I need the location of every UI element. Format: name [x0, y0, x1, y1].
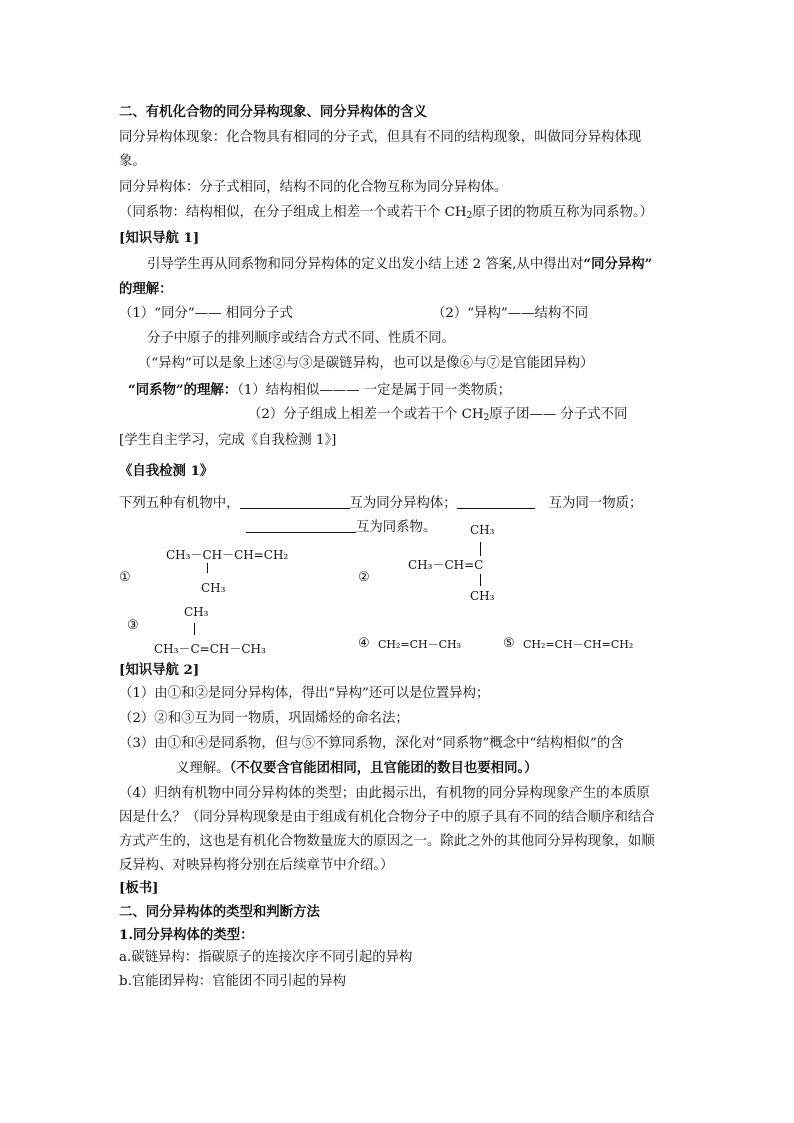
list-item: b.官能团异构：官能团不同引起的异构 [119, 974, 347, 989]
note-line: 反异构、对映异构将分别在后续章节中介绍。） [119, 858, 394, 873]
subsection-heading: 1.同分异构体的类型： [119, 927, 254, 943]
molecule-3-label: ③ [127, 618, 139, 633]
paragraph-line: 引导学生再从同系物和同分异构体的定义出发小结上述 2 答案,从中得出对“同分异构” [147, 256, 653, 272]
note-line: （2）②和③互为同一物质，巩固烯烃的命名法； [119, 711, 409, 726]
board-label: [板书] [119, 880, 159, 896]
bond-line [207, 563, 208, 573]
list-item: a.碳链异构：指碳原子的连接次序不同引起的异构 [119, 950, 413, 965]
note-line: 义理解。（不仅要含官能团相同，且官能团的数目也要相同。） [176, 760, 538, 776]
note-line: 方式产生的，这也是有机化合物数量庞大的原因之一。除此之外的其他同分异构现象，如顺 [119, 834, 655, 849]
section-heading-1: 二、有机化合物的同分异构现象、同分异构体的含义 [119, 104, 427, 120]
section-heading-2: 二、同分异构体的类型和判断方法 [119, 904, 320, 920]
paragraph-line: （2）分子组成上相差一个或若干个 $CH_2$原子团—— 分子式不同 [248, 407, 628, 423]
note-line: （4）归纳有机物中同分异构体的类型；由此揭示出，有机物的同分异构现象产生的本质原 [119, 786, 650, 801]
molecule-2-top: CH₃ [470, 523, 495, 537]
paragraph-line: （“异构”可以是象上述②与③是碳链异构，也可以是像⑥与⑦是官能团异构） [138, 356, 594, 371]
molecule-5-formula: CH₂=CH－CH=CH₂ [523, 638, 634, 651]
answer-blank-homologs[interactable] [246, 518, 356, 533]
paragraph-line: 的理解： [119, 281, 173, 297]
answer-blank-isomers[interactable] [240, 494, 350, 509]
molecule-2-formula: CH₃－CH=C [408, 558, 484, 572]
molecule-1-branch: CH₃ [201, 581, 226, 595]
molecule-4-label: ④ [358, 636, 370, 651]
molecule-3-top: CH₃ [184, 605, 209, 619]
molecule-3-formula: CH₃－C=CH－CH₃ [154, 642, 266, 656]
paragraph-line: （2）“异构”——结构不同 [432, 306, 589, 321]
note-line: 因是什么？（同分异构现象是由于组成有机化合物分子中的原子具有不同的结合顺序和结合 [119, 810, 655, 825]
molecule-4-formula: CH₂=CH－CH₃ [378, 638, 462, 651]
knowledge-nav-2: [知识导航 2] [119, 662, 200, 678]
paragraph-line: （同系物：结构相似，在分子组成上相差一个或若干个 $CH_2$原子团的物质互称为同系物。） [119, 205, 654, 221]
paragraph-line: “同系物”的理解：（1）结构相似——— 一定是属于同一类物质； [128, 382, 512, 398]
paragraph-line: 同分异构体：分子式相同，结构不同的化合物互称为同分异构体。 [119, 180, 508, 195]
bond-line [194, 623, 195, 635]
bond-line [480, 542, 481, 556]
note-line: （1）由①和②是同分异构体，得出“异构”还可以是位置异构； [119, 686, 490, 701]
molecule-5-label: ⑤ [503, 636, 515, 651]
paragraph-line: [学生自主学习，完成《自我检测 1》] [119, 433, 337, 448]
paragraph-line: 同分异构体现象：化合物具有相同的分子式，但具有不同的结构现象，叫做同分异构体现 [119, 130, 642, 145]
paragraph-line: （1）“同分”—— 相同分子式 [119, 306, 293, 321]
question-line: 互为同系物。 [246, 518, 436, 538]
molecule-1-formula: CH₃－CH－CH=CH₂ [166, 548, 289, 562]
molecule-2-bottom: CH₃ [470, 589, 495, 603]
question-line: 下列五种有机物中， 互为同分异构体； 互为同一物质； [119, 496, 643, 511]
knowledge-nav-1: [知识导航 1] [119, 230, 200, 246]
note-line: （3）由①和④是同系物，但与⑤不算同系物，深化对“同系物”概念中“结构相似”的含 [119, 736, 624, 751]
paragraph-line: 分子中原子的排列顺序或结合方式不同、性质不同。 [147, 331, 455, 346]
molecule-1-label: ① [119, 570, 131, 585]
bond-line [480, 574, 481, 586]
molecule-2-label: ② [358, 570, 370, 585]
paragraph-line: 象。 [119, 154, 146, 169]
section-heading-self-test: 《自我检测 1》 [119, 463, 214, 479]
answer-blank-same-substance[interactable] [457, 494, 535, 509]
